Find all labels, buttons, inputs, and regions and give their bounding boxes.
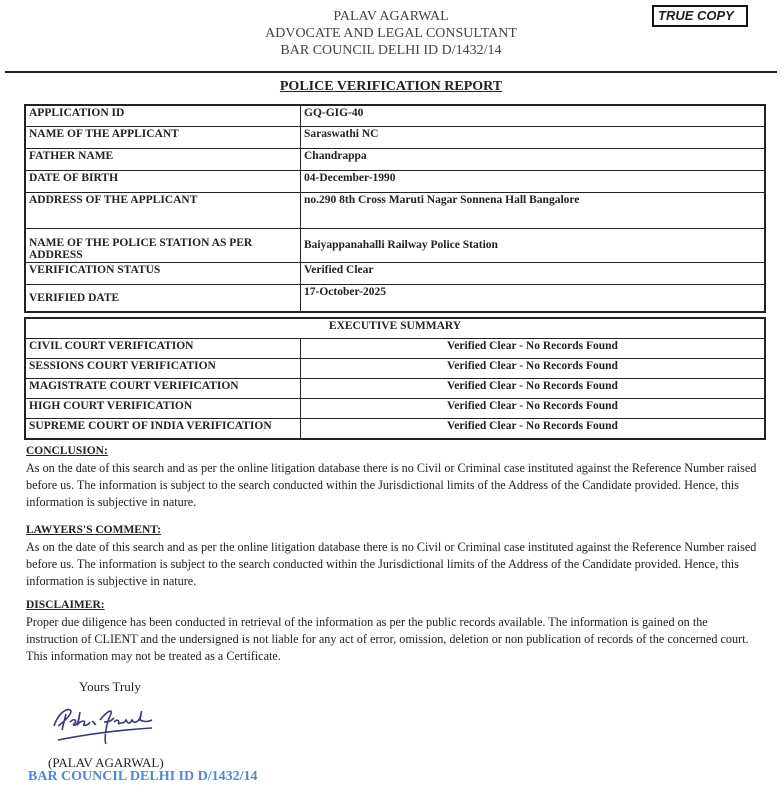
row-value: Verified Clear - No Records Found — [301, 399, 766, 419]
disclaimer-text: Proper due diligence has been conducted in retrieval of the information as per the public records available. The information is gained on the instruction of CLIENT and the undersigned is not liable for any act of error, omission, deletion or non publication of records of the concerned court. This information may not be treated as a Certificate. — [26, 615, 749, 663]
advocate-title: ADVOCATE AND LEGAL CONSULTANT — [265, 26, 517, 41]
table-row — [25, 228, 765, 262]
row-value: Verified Clear - No Records Found — [301, 419, 766, 440]
row-value: 17-October-2025 — [301, 284, 766, 312]
table-row — [25, 126, 765, 148]
row-value: Baiyappanahalli Railway Police Station — [301, 228, 766, 262]
table-row — [25, 170, 765, 192]
row-value: Saraswathi NC — [301, 126, 766, 148]
row-label: NAME OF THE POLICE STATION AS PER ADDRESS — [25, 228, 301, 262]
conclusion-section — [26, 443, 758, 511]
closing: Yours Truly — [79, 679, 141, 694]
advocate-name: PALAV AGARWAL — [333, 9, 449, 24]
true-copy-stamp: TRUE COPY — [652, 5, 748, 27]
row-label: SESSIONS COURT VERIFICATION — [25, 359, 301, 379]
table-row — [25, 419, 765, 440]
comment-heading: LAWYERS'S COMMENT: — [26, 524, 161, 536]
row-label: SUPREME COURT OF INDIA VERIFICATION — [25, 419, 301, 440]
row-value: 04-December-1990 — [301, 170, 766, 192]
row-value: Chandrappa — [301, 148, 766, 170]
row-label: HIGH COURT VERIFICATION — [25, 399, 301, 419]
row-label: MAGISTRATE COURT VERIFICATION — [25, 379, 301, 399]
signature-image — [48, 700, 158, 752]
summary-heading-row — [25, 318, 765, 339]
row-label: CIVIL COURT VERIFICATION — [25, 339, 301, 359]
disclaimer-section — [26, 597, 758, 665]
conclusion-text: As on the date of this search and as per the online litigation database there is no Civil or Criminal case instituted against the Reference Number raised before us. The information is subject to the search conducted within the Jurisdictional limits of the Address of the Candidate provided. Hence, this information is subjective in nature. — [26, 461, 757, 509]
table-row — [25, 105, 765, 126]
row-label: NAME OF THE APPLICANT — [25, 126, 301, 148]
conclusion-heading: CONCLUSION: — [26, 445, 108, 457]
row-value: Verified Clear — [301, 262, 766, 284]
row-label: FATHER NAME — [25, 148, 301, 170]
header-divider — [5, 71, 777, 73]
table-row — [25, 359, 765, 379]
table-row — [25, 339, 765, 359]
applicant-details-table — [24, 104, 766, 313]
table-row — [25, 399, 765, 419]
row-value: GQ-GIG-40 — [301, 105, 766, 126]
row-value: no.290 8th Cross Maruti Nagar Sonnena Hall Bangalore — [301, 192, 766, 228]
row-label: ADDRESS OF THE APPLICANT — [25, 192, 301, 228]
lawyer-comment-section — [26, 522, 758, 590]
row-label: VERIFIED DATE — [25, 284, 301, 312]
table-row — [25, 262, 765, 284]
table-row — [25, 284, 765, 312]
disclaimer-heading: DISCLAIMER: — [26, 599, 105, 611]
executive-summary-table — [24, 317, 766, 440]
table-row — [25, 379, 765, 399]
report-title: POLICE VERIFICATION REPORT — [279, 79, 503, 94]
bar-council-id: BAR COUNCIL DELHI ID D/1432/14 — [280, 43, 502, 58]
table-row — [25, 148, 765, 170]
summary-heading: EXECUTIVE SUMMARY — [25, 318, 765, 339]
table-row — [25, 192, 765, 228]
signatory-name: (PALAV AGARWAL) — [48, 755, 164, 770]
row-value: Verified Clear - No Records Found — [301, 359, 766, 379]
footer-bar-council-id: BAR COUNCIL DELHI ID D/1432/14 — [28, 769, 258, 784]
row-value: Verified Clear - No Records Found — [301, 379, 766, 399]
row-value: Verified Clear - No Records Found — [301, 339, 766, 359]
row-label: APPLICATION ID — [25, 105, 301, 126]
comment-text: As on the date of this search and as per the online litigation database there is no Civil or Criminal case instituted against the Reference Number raised before us. The information is subject to the search conducted within the Jurisdictional limits of the Address of the Candidate provided. Hence, this information is subjective in nature. — [26, 540, 757, 588]
row-label: VERIFICATION STATUS — [25, 262, 301, 284]
row-label: DATE OF BIRTH — [25, 170, 301, 192]
